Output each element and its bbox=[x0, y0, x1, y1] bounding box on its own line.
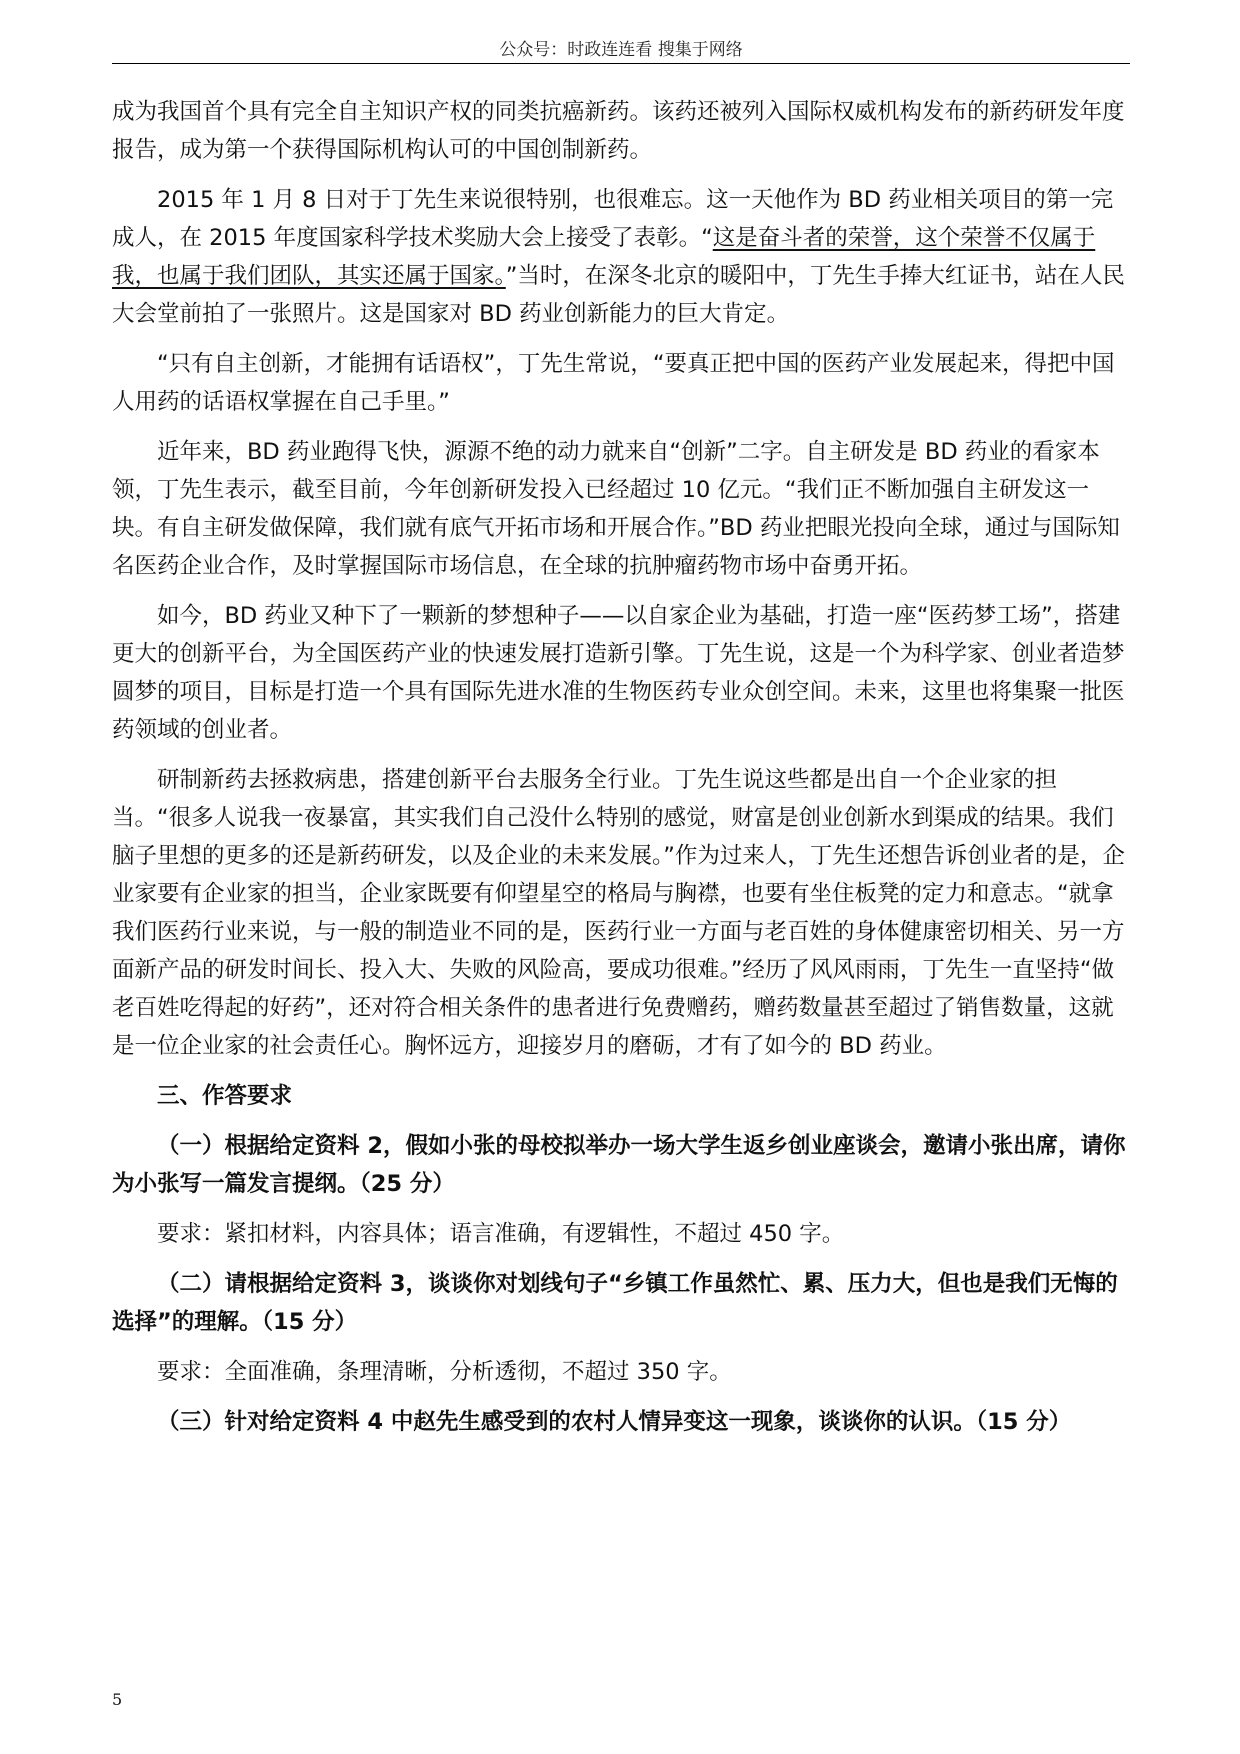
document-body bbox=[112, 93, 1130, 1453]
question-2-requirement: 要求：全面准确，条理清晰，分析透彻，不超过 350 字。 bbox=[157, 1359, 732, 1385]
paragraph-5: 如今，BD 药业又种下了一颗新的梦想种子——以自家企业为基础，打造一座“医药梦工场”，搭建更大的创新平台，为全国医药产业的快速发展打造新引擎。丁先生说，这是一个为科学家、创业者造梦圆梦的项目，目标是打造一个具有国际先进水准的生物医药专业众创空间。未来，这里也将集聚一批医药领域的创业者。 bbox=[112, 603, 1125, 743]
question-2: （二）请根据给定资料 3，谈谈你对划线句子“乡镇工作虽然忙、累、压力大，但也是我们无悔的选择”的理解。（15 分） bbox=[112, 1271, 1118, 1335]
page-header: 公众号：时政连连看 搜集于网络 bbox=[499, 40, 743, 60]
section-title: 三、作答要求 bbox=[157, 1083, 293, 1109]
question-1-requirement: 要求：紧扣材料，内容具体；语言准确，有逻辑性，不超过 450 字。 bbox=[157, 1221, 845, 1247]
paragraph-2-tail: ”当时，在深冬北京的暖阳中，丁先生手捧大红证书，站在人民大会堂前拍了一张照片。这是国家对 BD 药业创新能力的巨大肯定。 bbox=[112, 263, 1125, 327]
underlined-quote: 这是奋斗者的荣誉，这个荣誉不仅属于我，也属于我们团队，其实还属于国家。 bbox=[112, 225, 1096, 289]
header-divider bbox=[112, 63, 1130, 64]
paragraph-2 bbox=[112, 181, 1130, 333]
paragraph-3: “只有自主创新，才能拥有话语权”，丁先生常说，“要真正把中国的医药产业发展起来，得把中国人用药的话语权掌握在自己手里。” bbox=[112, 351, 1115, 415]
paragraph-1: 成为我国首个具有完全自主知识产权的同类抗癌新药。该药还被列入国际权威机构发布的新药研发年度报告，成为第一个获得国际机构认可的中国创制新药。 bbox=[112, 99, 1125, 163]
page-number: 5 bbox=[112, 1690, 123, 1709]
paragraph-6: 研制新药去拯救病患，搭建创新平台去服务全行业。丁先生说这些都是出自一个企业家的担当。“很多人说我一夜暴富，其实我们自己没什么特别的感觉，财富是创业创新水到渠成的结果。我们脑子里想的更多的还是新药研发，以及企业的未来发展。”作为过来人，丁先生还想告诉创业者的是，企业家要有企业家的担当，企业家既要有仰望星空的格局与胸襟，也要有坐住板凳的定力和意志。“就拿我们医药行业来说，与一般的制造业不同的是，医药行业一方面与老百姓的身体健康密切相关、另一方面新产品的研发时间长、投入大、失败的风险高，要成功很难。”经历了风风雨雨，丁先生一直坚持“做老百姓吃得起的好药”，还对符合相关条件的患者进行免费赠药，赠药数量甚至超过了销售数量，这就是一位企业家的社会责任心。胸怀远方，迎接岁月的磨砺，才有了如今的 BD 药业。 bbox=[112, 767, 1125, 1059]
question-1: （一）根据给定资料 2，假如小张的母校拟举办一场大学生返乡创业座谈会，邀请小张出席，请你为小张写一篇发言提纲。（25 分） bbox=[112, 1133, 1126, 1197]
paragraph-4: 近年来，BD 药业跑得飞快，源源不绝的动力就来自“创新”二字。自主研发是 BD 药业的看家本领，丁先生表示，截至目前，今年创新研发投入已经超过 10 亿元。“我们正不断加强自主研发这一块。有自主研发做保障，我们就有底气开拓市场和开展合作。”BD 药业把眼光投向全球，通过与国际知名医药企业合作，及时掌握国际市场信息，在全球的抗肿瘤药物市场中奋勇开拓。 bbox=[112, 439, 1120, 579]
question-3: （三）针对给定资料 4 中赵先生感受到的农村人情异变这一现象，谈谈你的认识。（15 分） bbox=[157, 1409, 1072, 1435]
paragraph-2-lead: 2015 年 1 月 8 日对于丁先生来说很特别，也很难忘。这一天他作为 BD 药业相关项目的第一完成人，在 2015 年度国家科学技术奖励大会上接受了表彰。“ bbox=[112, 187, 1114, 251]
